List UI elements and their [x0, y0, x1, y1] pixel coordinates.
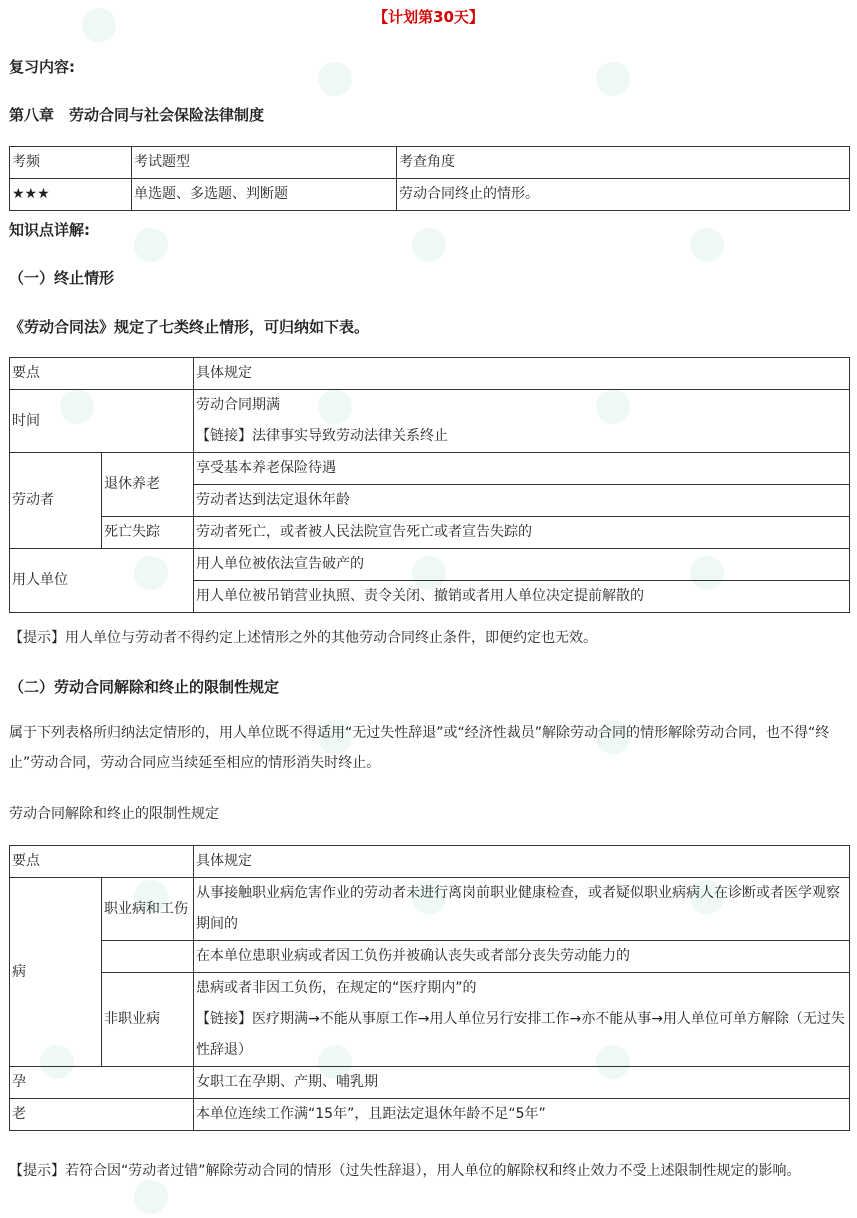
table-row — [10, 390, 850, 422]
table-header-cell: 要点 — [10, 358, 194, 390]
table-cell: 非职业病 — [102, 973, 194, 1067]
table-cell: 死亡失踪 — [102, 517, 194, 549]
table-header-cell: 具体规定 — [194, 358, 850, 390]
termination-table — [9, 357, 850, 613]
table-row — [10, 147, 850, 179]
table-cell: 从事接触职业病危害作业的劳动者未进行离岗前职业健康检查，或者疑似职业病病人在诊断或者医学观察期间的 — [194, 878, 850, 941]
table-cell: 用人单位 — [10, 549, 194, 613]
rule-line: 患病或者非因工负伤，在规定的“医疗期内”的 — [196, 980, 477, 996]
exam-info-table — [9, 146, 850, 211]
table-cell: 劳动合同终止的情形。 — [397, 179, 850, 211]
table-cell: 用人单位被依法宣告破产的 — [194, 549, 850, 581]
table-cell: 时间 — [10, 390, 194, 453]
table-cell: 用人单位被吊销营业执照、责令关闭、撤销或者用人单位决定提前解散的 — [194, 581, 850, 613]
tip-text: 【提示】用人单位与劳动者不得约定上述情形之外的其他劳动合同终止条件，即便约定也无效。 — [9, 630, 597, 646]
table-cell: 劳动合同期满 — [194, 390, 850, 422]
knowledge-label: 知识点详解: — [9, 221, 90, 239]
table-cell: 退休养老 — [102, 453, 194, 517]
chapter-title: 第八章 劳动合同与社会保险法律制度 — [9, 106, 265, 124]
table-cell — [102, 941, 194, 973]
page-title: 【计划第30天】 — [373, 8, 484, 26]
table-header-cell: 考查角度 — [397, 147, 850, 179]
table-row — [10, 358, 850, 390]
table-cell: 本单位连续工作满“15年”，且距法定退休年龄不足“5年” — [194, 1099, 850, 1131]
table-row — [10, 549, 850, 581]
table-row — [10, 973, 850, 1067]
table-row — [10, 941, 850, 973]
table-cell: 劳动者 — [10, 453, 102, 549]
tip-text: 【提示】若符合因“劳动者过错”解除劳动合同的情形（过失性辞退），用人单位的解除权和终止效力不受上述限制性规定的影响。 — [9, 1163, 801, 1179]
table-cell: 老 — [10, 1099, 194, 1131]
rule-line: 【链接】医疗期满→不能从事原工作→用人单位另行安排工作→亦不能从事→用人单位可单方解除（无过失性辞退） — [196, 1011, 845, 1058]
table-cell: 劳动者达到法定退休年龄 — [194, 485, 850, 517]
table-row — [10, 1067, 850, 1099]
table-row — [10, 517, 850, 549]
table-header-cell: 考试题型 — [132, 147, 397, 179]
section-intro: 《劳动合同法》规定了七类终止情形，可归纳如下表。 — [9, 318, 370, 336]
table-caption: 劳动合同解除和终止的限制性规定 — [9, 806, 219, 822]
table-row — [10, 453, 850, 485]
frequency-stars: ★★★ — [10, 179, 132, 211]
table-row — [10, 1099, 850, 1131]
table-cell: 病 — [10, 878, 102, 1067]
review-label: 复习内容: — [9, 58, 75, 76]
table-cell: 单选题、多选题、判断题 — [132, 179, 397, 211]
table-cell: 女职工在孕期、产期、哺乳期 — [194, 1067, 850, 1099]
table-cell — [194, 973, 850, 1067]
table-cell: 享受基本养老保险待遇 — [194, 453, 850, 485]
table-row — [10, 179, 850, 211]
table-cell: 劳动者死亡，或者被人民法院宣告死亡或者宣告失踪的 — [194, 517, 850, 549]
section-title: （二）劳动合同解除和终止的限制性规定 — [9, 678, 280, 696]
table-cell: 职业病和工伤 — [102, 878, 194, 941]
table-cell: 在本单位患职业病或者因工负伤并被确认丧失或者部分丧失劳动能力的 — [194, 941, 850, 973]
table-cell: 【链接】法律事实导致劳动法律关系终止 — [194, 421, 850, 453]
table-header-cell: 要点 — [10, 846, 194, 878]
table-row — [10, 846, 850, 878]
table-header-cell: 考频 — [10, 147, 132, 179]
section-paragraph: 属于下列表格所归纳法定情形的，用人单位既不得适用“无过失性辞退”或“经济性裁员”解除劳动合同的情形解除劳动合同，也不得“终止”劳动合同，劳动合同应当续延至相应的情形消失时终止。 — [9, 725, 830, 771]
table-cell: 孕 — [10, 1067, 194, 1099]
section-title: （一）终止情形 — [9, 269, 115, 287]
table-row — [10, 878, 850, 941]
table-header-cell: 具体规定 — [194, 846, 850, 878]
restriction-table — [9, 845, 850, 1131]
